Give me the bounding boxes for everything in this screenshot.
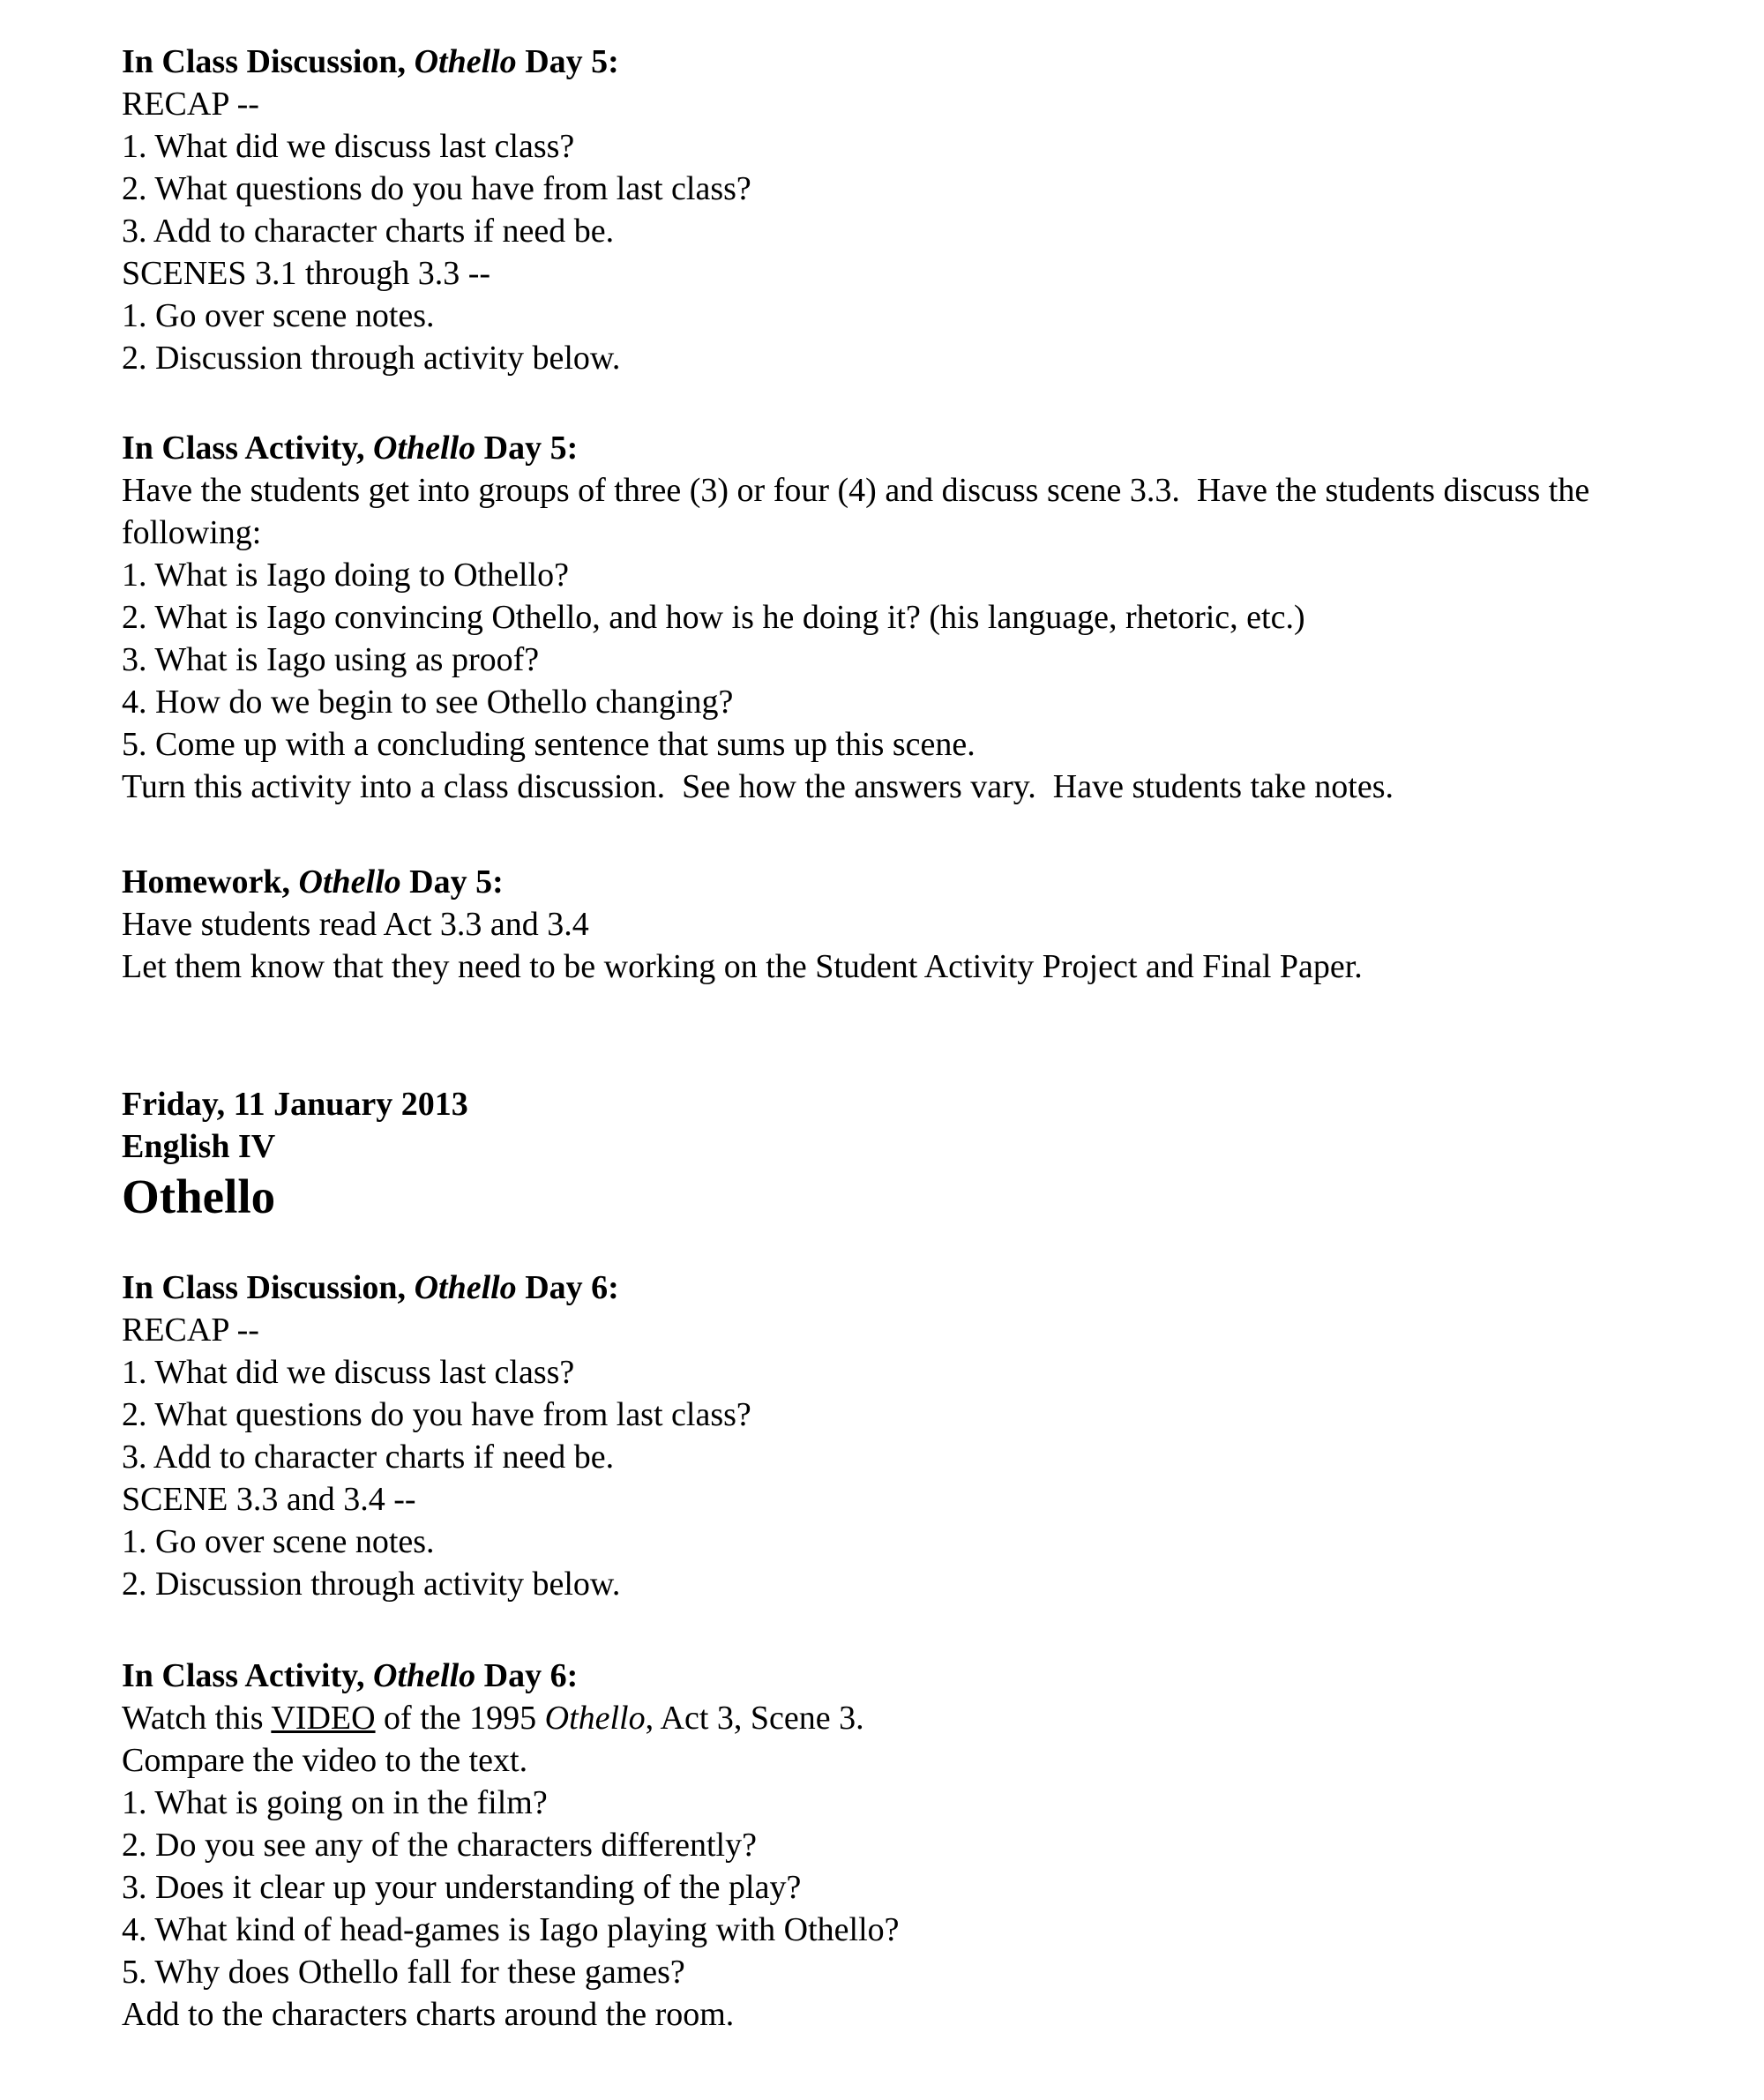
section-heading — [122, 861, 1612, 903]
text-line: RECAP -- — [122, 1312, 259, 1349]
list-item: 1. What did we discuss last class? — [122, 1354, 575, 1391]
othello-title-italic: Othello — [544, 1700, 646, 1737]
section-heading — [122, 1267, 1612, 1309]
text-line: Add to the characters charts around the room. — [122, 1996, 735, 2033]
heading-prefix: In Class Activity, — [122, 1657, 374, 1694]
section-discussion-day5 — [122, 41, 1612, 379]
text-line: Have students read Act 3.3 and 3.4 — [122, 906, 589, 943]
video-instruction-line — [122, 1697, 1612, 1739]
othello-title-italic: Othello — [414, 43, 517, 80]
list-item: 1. What did we discuss last class? — [122, 128, 575, 165]
date-title-block — [122, 1083, 1612, 1226]
othello-title-italic: Othello — [414, 1269, 517, 1306]
list-item: 3. Add to character charts if need be. — [122, 1439, 615, 1476]
heading-suffix: Day 5: — [516, 43, 619, 80]
document-title: Othello — [122, 1170, 276, 1223]
list-item: 4. What kind of head-games is Iago playing with Othello? — [122, 1911, 900, 1948]
section-discussion-day6 — [122, 1267, 1612, 1605]
section-homework-day5 — [122, 861, 1612, 988]
heading-prefix: Homework, — [122, 863, 299, 901]
section-activity-day6 — [122, 1655, 1612, 2036]
heading-prefix: In Class Activity, — [122, 430, 374, 467]
video-line-middle: of the 1995 — [375, 1700, 545, 1737]
list-item: 1. What is Iago doing to Othello? — [122, 557, 569, 594]
heading-suffix: Day 6: — [475, 1657, 579, 1694]
text-line: Compare the video to the text. — [122, 1742, 528, 1779]
heading-suffix: Day 5: — [400, 863, 504, 901]
heading-prefix: In Class Discussion, — [122, 1269, 415, 1306]
list-item: 2. Do you see any of the characters differently? — [122, 1827, 757, 1864]
othello-title-italic: Othello — [298, 863, 401, 901]
list-item: 1. What is going on in the film? — [122, 1784, 548, 1821]
list-item: 2. What questions do you have from last class? — [122, 1396, 751, 1433]
list-item: 1. Go over scene notes. — [122, 1523, 435, 1560]
list-item: 3. What is Iago using as proof? — [122, 641, 540, 678]
text-line: RECAP -- — [122, 86, 259, 123]
heading-suffix: Day 5: — [475, 430, 579, 467]
list-item: 1. Go over scene notes. — [122, 297, 435, 334]
list-item: 3. Add to character charts if need be. — [122, 213, 615, 250]
video-line-suffix: , Act 3, Scene 3. — [645, 1700, 864, 1737]
section-heading — [122, 41, 1612, 83]
section-heading — [122, 427, 1612, 469]
text-line: Turn this activity into a class discussion. See how the answers vary. Have students take notes. — [122, 768, 1394, 805]
text-line: SCENES 3.1 through 3.3 -- — [122, 255, 490, 292]
othello-title-italic: Othello — [373, 1657, 476, 1694]
list-item: 5. Come up with a concluding sentence that sums up this scene. — [122, 726, 975, 763]
course-heading: English IV — [122, 1128, 276, 1165]
othello-title-italic: Othello — [373, 430, 476, 467]
list-item: 3. Does it clear up your understanding of the play? — [122, 1869, 802, 1906]
date-heading: Friday, 11 January 2013 — [122, 1086, 468, 1123]
heading-prefix: In Class Discussion, — [122, 43, 415, 80]
heading-suffix: Day 6: — [516, 1269, 619, 1306]
list-item: 2. What is Iago convincing Othello, and how is he doing it? (his language, rhetoric, etc.) — [122, 599, 1305, 636]
list-item: 2. Discussion through activity below. — [122, 1566, 621, 1603]
list-item: 5. Why does Othello fall for these games? — [122, 1954, 685, 1991]
video-line-prefix: Watch this — [122, 1700, 272, 1737]
list-item: 2. What questions do you have from last class? — [122, 170, 751, 207]
section-heading — [122, 1655, 1612, 1697]
text-line: Let them know that they need to be working on the Student Activity Project and Final Paper. — [122, 948, 1363, 985]
video-link[interactable]: VIDEO — [271, 1700, 376, 1737]
activity-intro-paragraph: Have the students get into groups of three (3) or four (4) and discuss scene 3.3. Have the students discuss the following: — [122, 472, 1598, 551]
list-item: 2. Discussion through activity below. — [122, 340, 621, 377]
text-line: SCENE 3.3 and 3.4 -- — [122, 1481, 416, 1518]
list-item: 4. How do we begin to see Othello changing? — [122, 684, 734, 721]
section-activity-day5 — [122, 427, 1612, 808]
